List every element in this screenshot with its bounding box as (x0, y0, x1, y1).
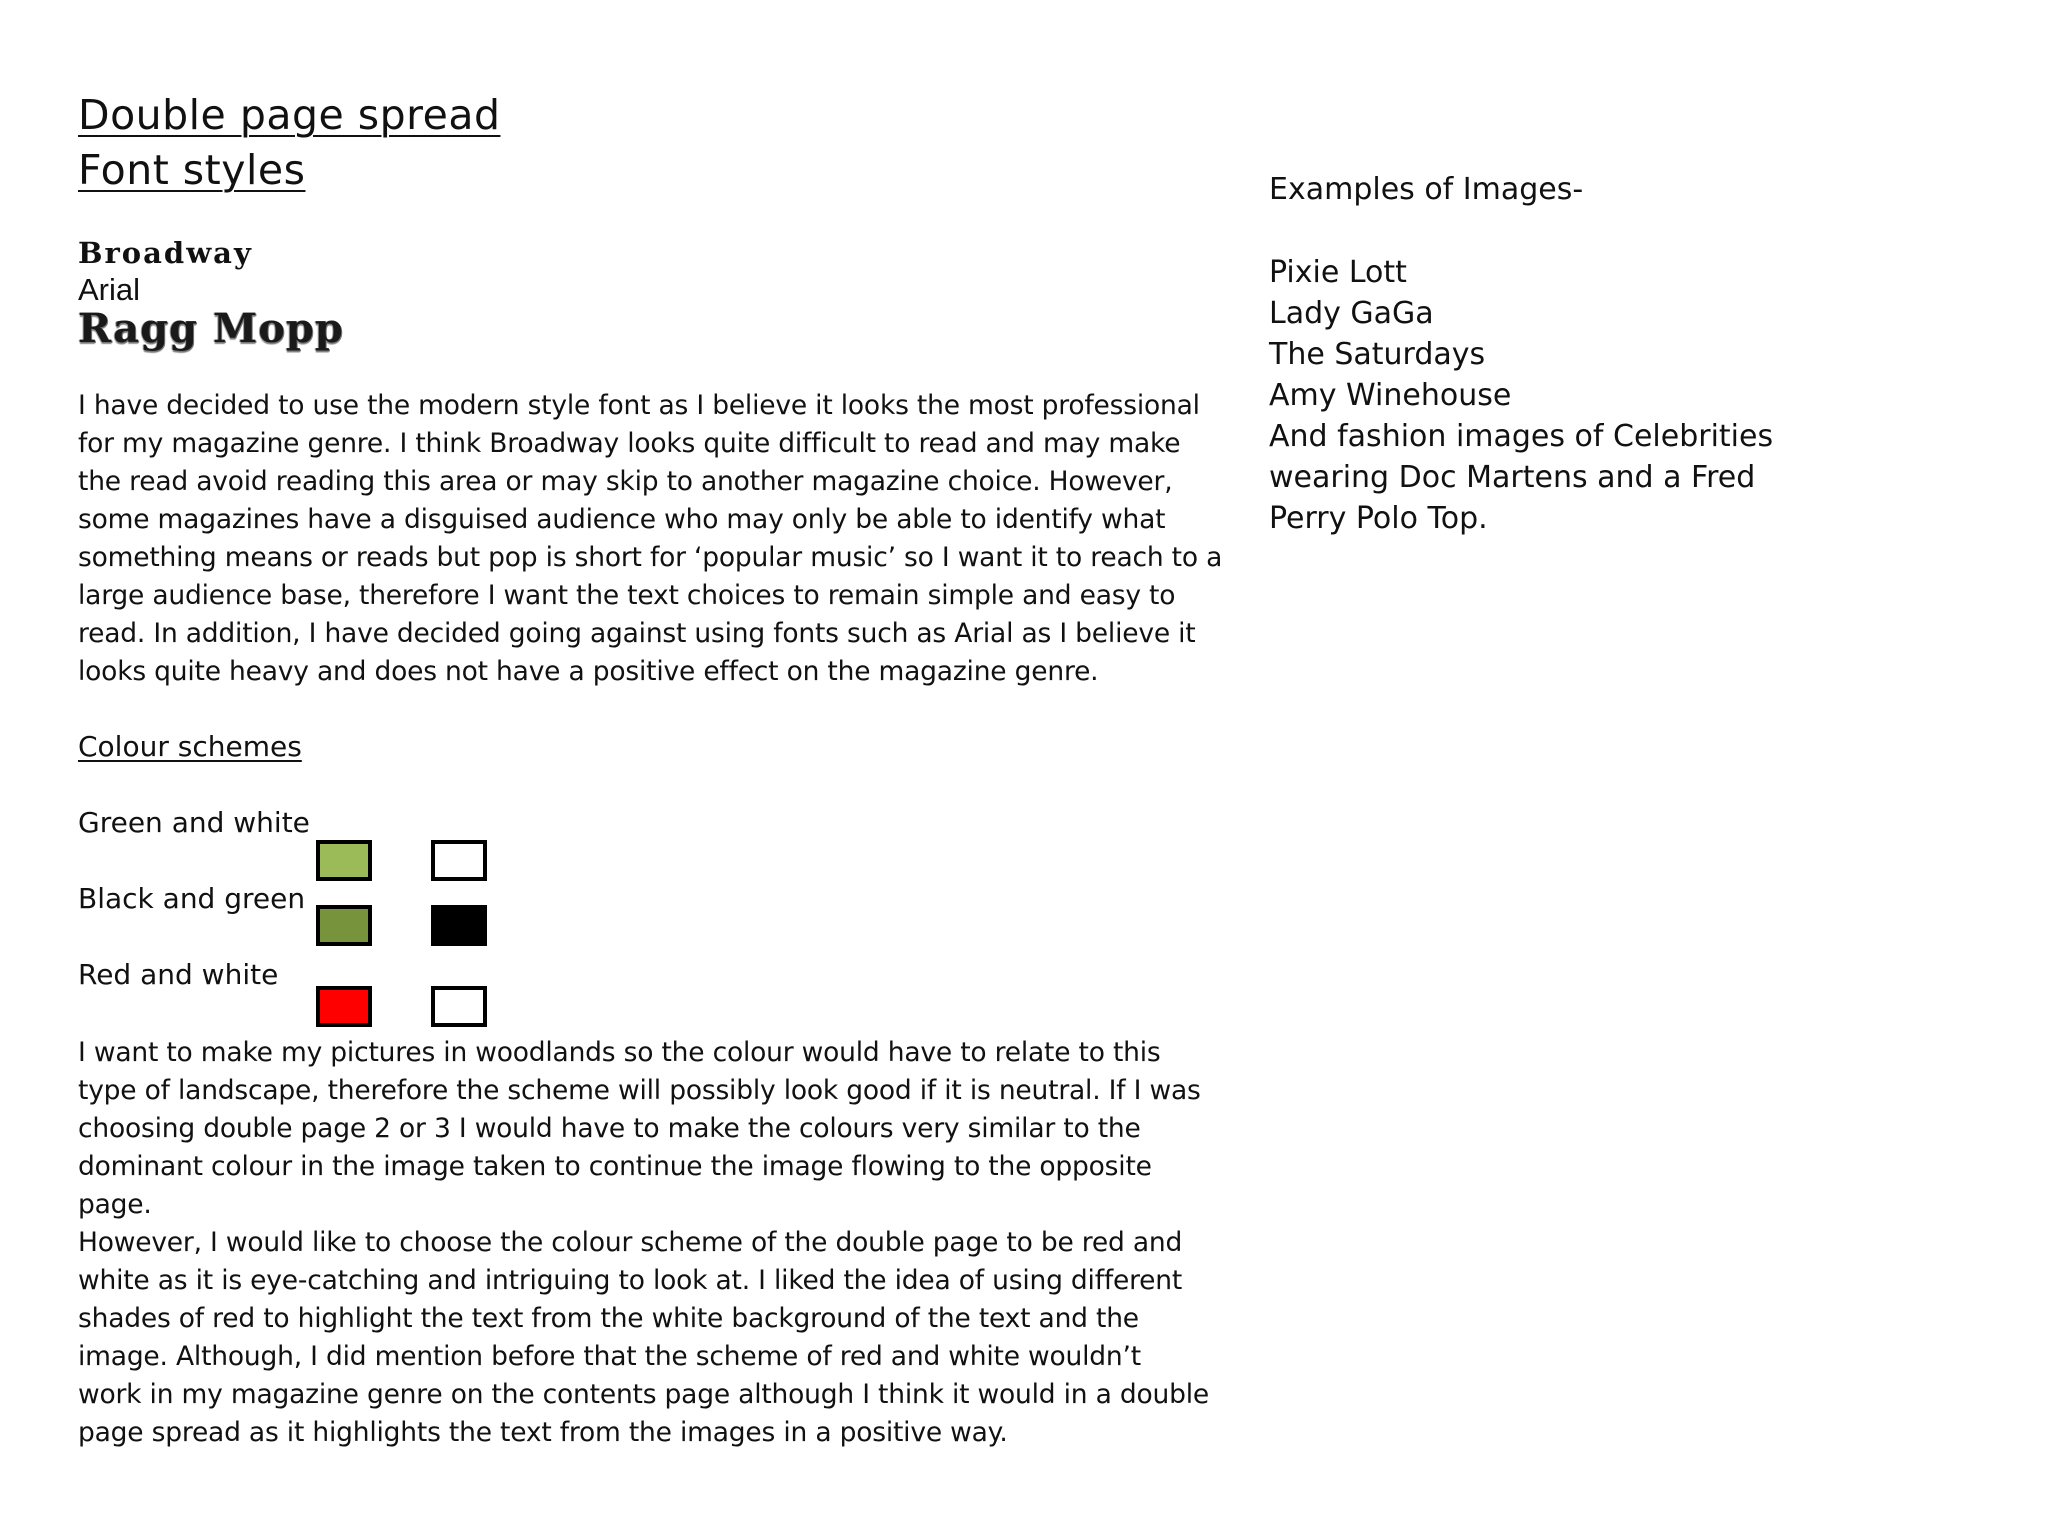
list-item: wearing Doc Martens and a Fred (1269, 460, 1756, 495)
scheme-label-green-white: Green and white (78, 806, 310, 839)
page-title: Double page spread (78, 91, 501, 139)
image-examples-list (1269, 252, 1773, 539)
swatch-green (316, 840, 372, 881)
list-item: Pixie Lott (1269, 255, 1407, 290)
font-sample-arial: Arial (78, 272, 141, 307)
list-item: Amy Winehouse (1269, 378, 1512, 413)
swatch-dark-green (316, 905, 372, 946)
font-sample-ragg-mopp: Ragg Mopp (78, 305, 344, 352)
font-choice-paragraph: I have decided to use the modern style font as I believe it looks the most professional for my magazine genre. I think Broadway looks quite difficult to read and may make the read avoid reading this area or may skip to another magazine choice. However, some magazines have a disguised audience who may only be able to identify what something means or reads but pop is short for ‘popular music’ so I want it to reach to a large audience base, therefore I want the text choices to remain simple and easy to read. In addition, I have decided going against using fonts such as Arial as I believe it looks quite heavy and does not have a positive effect on the magazine genre. (78, 390, 1223, 687)
scheme-label-red-white: Red and white (78, 958, 279, 991)
font-sample-broadway: Broadway (78, 236, 253, 270)
swatch-red (316, 986, 372, 1027)
swatch-black (431, 905, 487, 946)
list-item: Lady GaGa (1269, 296, 1434, 331)
scheme-label-black-green: Black and green (78, 882, 306, 915)
colour-paragraph-2: However, I would like to choose the colour scheme of the double page to be red and white as it is eye-catching and intriguing to look at. I liked the idea of using different shades of red to highlight the text from the white background of the text and the image. Although, I did mention before that the scheme of red and white wouldn’t work in my magazine genre on the contents page although I think it would in a double page spread as it highlights the text from the images in a positive way. (78, 1227, 1209, 1448)
list-item: Perry Polo Top. (1269, 501, 1488, 536)
swatch-white (431, 840, 487, 881)
colour-paragraph-1: I want to make my pictures in woodlands so the colour would have to relate to this type of landscape, therefore the scheme will possibly look good if it is neutral. If I was choosing double page 2 or 3 I would have to make the colours very similar to the dominant colour in the image taken to continue the image flowing to the opposite page. (78, 1037, 1201, 1220)
list-item: The Saturdays (1269, 337, 1486, 372)
font-styles-heading: Font styles (78, 146, 306, 194)
swatch-white (431, 986, 487, 1027)
list-item: And fashion images of Celebrities (1269, 419, 1774, 454)
image-examples-heading: Examples of Images- (1269, 172, 1584, 207)
colour-schemes-heading: Colour schemes (78, 730, 302, 763)
